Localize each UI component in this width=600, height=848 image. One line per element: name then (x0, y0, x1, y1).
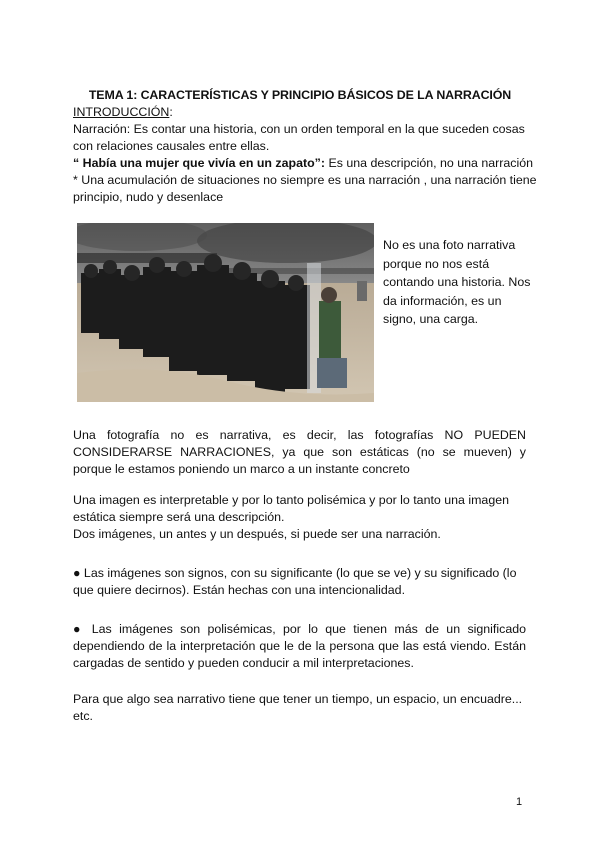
note-line-1: * Una acumulación de situaciones no siempre es una narración , una narración tiene (73, 173, 537, 187)
intro-heading: INTRODUCCIÓN (73, 105, 170, 119)
intro-definition-line-2: con relaciones causales entre ellas. (73, 139, 270, 153)
paragraph-image-line-3: Dos imágenes, un antes y un después, si puede ser una narración. (73, 527, 441, 541)
note-line-2: principio, nudo y desenlace (73, 190, 224, 204)
paragraph-image-line-2: estática siempre será una descripción. (73, 510, 285, 524)
quote-line (73, 155, 533, 172)
intro-heading-line (73, 104, 173, 121)
bullet-signs: ● Las imágenes son signos, con su significante (lo que se ve) y su significado (lo que quiere decirnos). Están hechas con una intencionalidad. (73, 566, 517, 597)
photo-caption: No es una foto narrativa porque no nos está contando una historia. Nos da información, es un signo, una carga. (383, 238, 531, 326)
quote-bold: “ Había una mujer que vivía en un zapato”: (73, 156, 325, 170)
paragraph-photography: Una fotografía no es narrativa, es decir, las fotografías NO PUEDEN CONSIDERARSE NARRACIONES, ya que son estáticas (no se mueven) y porque le estamos poniendo un marco a un instante concreto (73, 428, 526, 476)
riot-police-photo (77, 223, 374, 402)
paragraph-narrative: Para que algo sea narrativo tiene que tener un tiempo, un espacio, un encuadre... etc. (73, 692, 523, 723)
paragraph-image-line-1: Una imagen es interpretable y por lo tanto polisémica y por lo tanto una imagen (73, 493, 509, 507)
bullet-polysemic: ● Las imágenes son polisémicas, por lo que tienen más de un significado dependiendo de la interpretación que le de la persona que las está viendo. Están cargadas de sentido y pueden conducir a mil interpretaciones. (73, 622, 526, 670)
quote-rest: Es una descripción, no una narración (325, 156, 534, 170)
page-number: 1 (516, 796, 523, 808)
intro-heading-colon: : (169, 105, 173, 119)
intro-definition-line-1: Narración: Es contar una historia, con un orden temporal en la que suceden cosas (73, 122, 525, 136)
page-title: TEMA 1: CARACTERÍSTICAS Y PRINCIPIO BÁSICOS DE LA NARRACIÓN (88, 88, 512, 102)
